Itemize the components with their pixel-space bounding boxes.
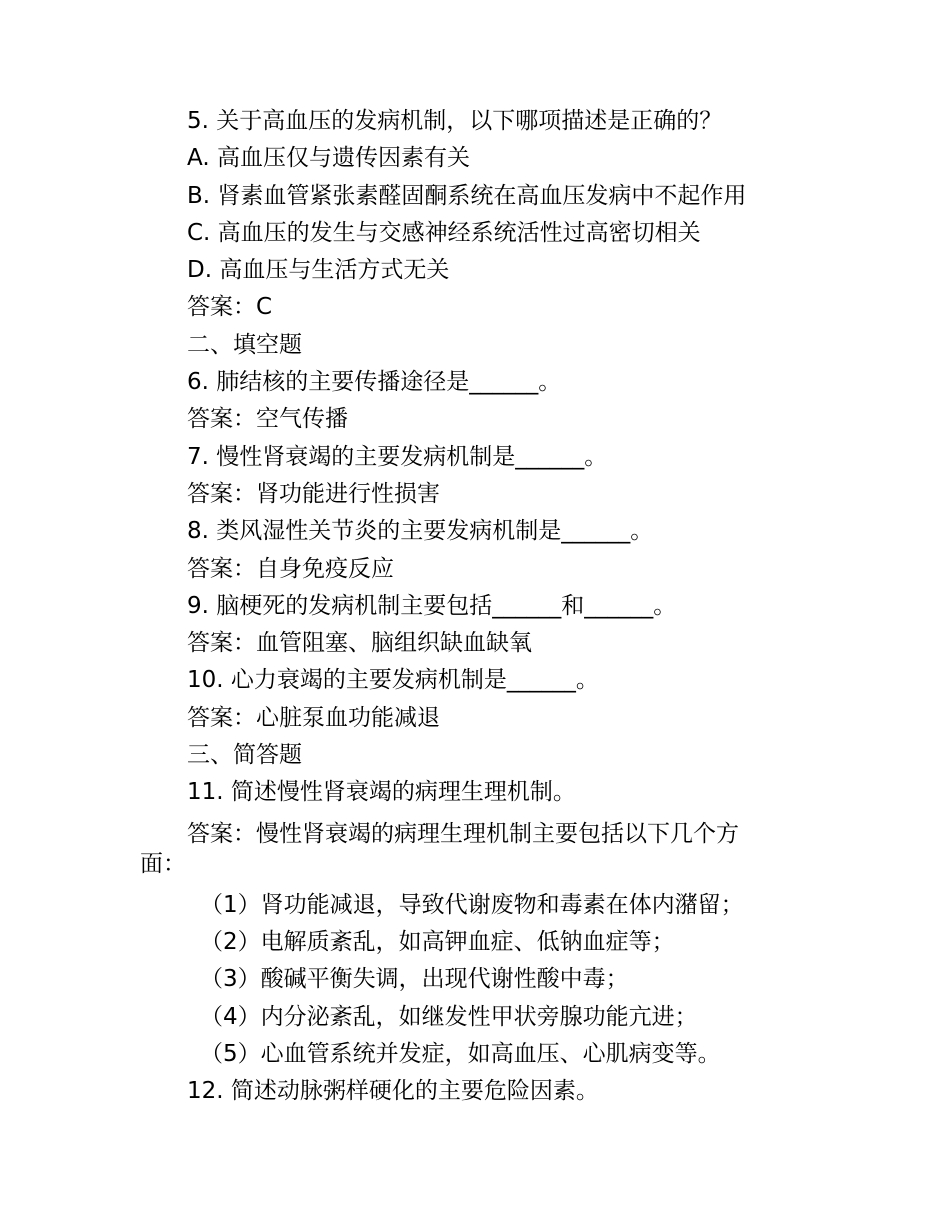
question-7: 7. 慢性肾衰竭的主要发病机制是______。 [187,443,608,470]
question-8: 8. 类风湿性关节炎的主要发病机制是______。 [187,518,654,545]
option-d: D. 高血压与生活方式无关 [187,257,450,284]
answer-5: 答案：C [187,294,273,321]
answer-6: 答案：空气传播 [187,406,348,433]
answer-11-item-5: （5）心血管系统并发症，如高血压、心肌病变等。 [200,1040,721,1067]
question-12: 12. 简述动脉粥样硬化的主要危险因素。 [187,1078,599,1105]
answer-11 [140,819,807,887]
question-10: 10. 心力衰竭的主要发病机制是______。 [187,667,599,694]
section-short-answer-heading: 三、简答题 [187,742,302,769]
answer-11-item-4: （4）内分泌紊乱，如继发性甲状旁腺功能亢进； [200,1003,698,1030]
answer-8: 答案：自身免疫反应 [187,555,394,582]
answer-11-item-1: （1）肾功能减退，导致代谢废物和毒素在体内潴留； [200,891,744,918]
answer-11-line-1: 答案：慢性肾衰竭的病理生理机制主要包括以下几个方 [187,820,739,847]
answer-7: 答案：肾功能进行性损害 [187,480,440,507]
question-6: 6. 肺结核的主要传播途径是______。 [187,369,562,396]
option-c: C. 高血压的发生与交感神经系统活性过高密切相关 [187,219,701,246]
question-11: 11. 简述慢性肾衰竭的病理生理机制。 [187,779,576,806]
question-5: 5. 关于高血压的发病机制，以下哪项描述是正确的？ [187,108,723,134]
option-a: A. 高血压仅与遗传因素有关 [187,145,470,172]
answer-9: 答案：血管阻塞、脑组织缺血缺氧 [187,630,532,657]
option-b: B. 肾素血管紧张素醛固酮系统在高血压发病中不起作用 [187,182,747,209]
section-fill-blank-heading: 二、填空题 [187,331,302,358]
answer-11-line-2: 面： [140,850,186,877]
answer-11-item-2: （2）电解质紊乱，如高钾血症、低钠血症等； [200,928,675,955]
answer-11-item-3: （3）酸碱平衡失调，出现代谢性酸中毒； [200,966,629,993]
question-9: 9. 脑梗死的发病机制主要包括______和______。 [187,592,677,619]
answer-10: 答案：心脏泵血功能减退 [187,704,440,731]
document-body [140,103,807,1110]
